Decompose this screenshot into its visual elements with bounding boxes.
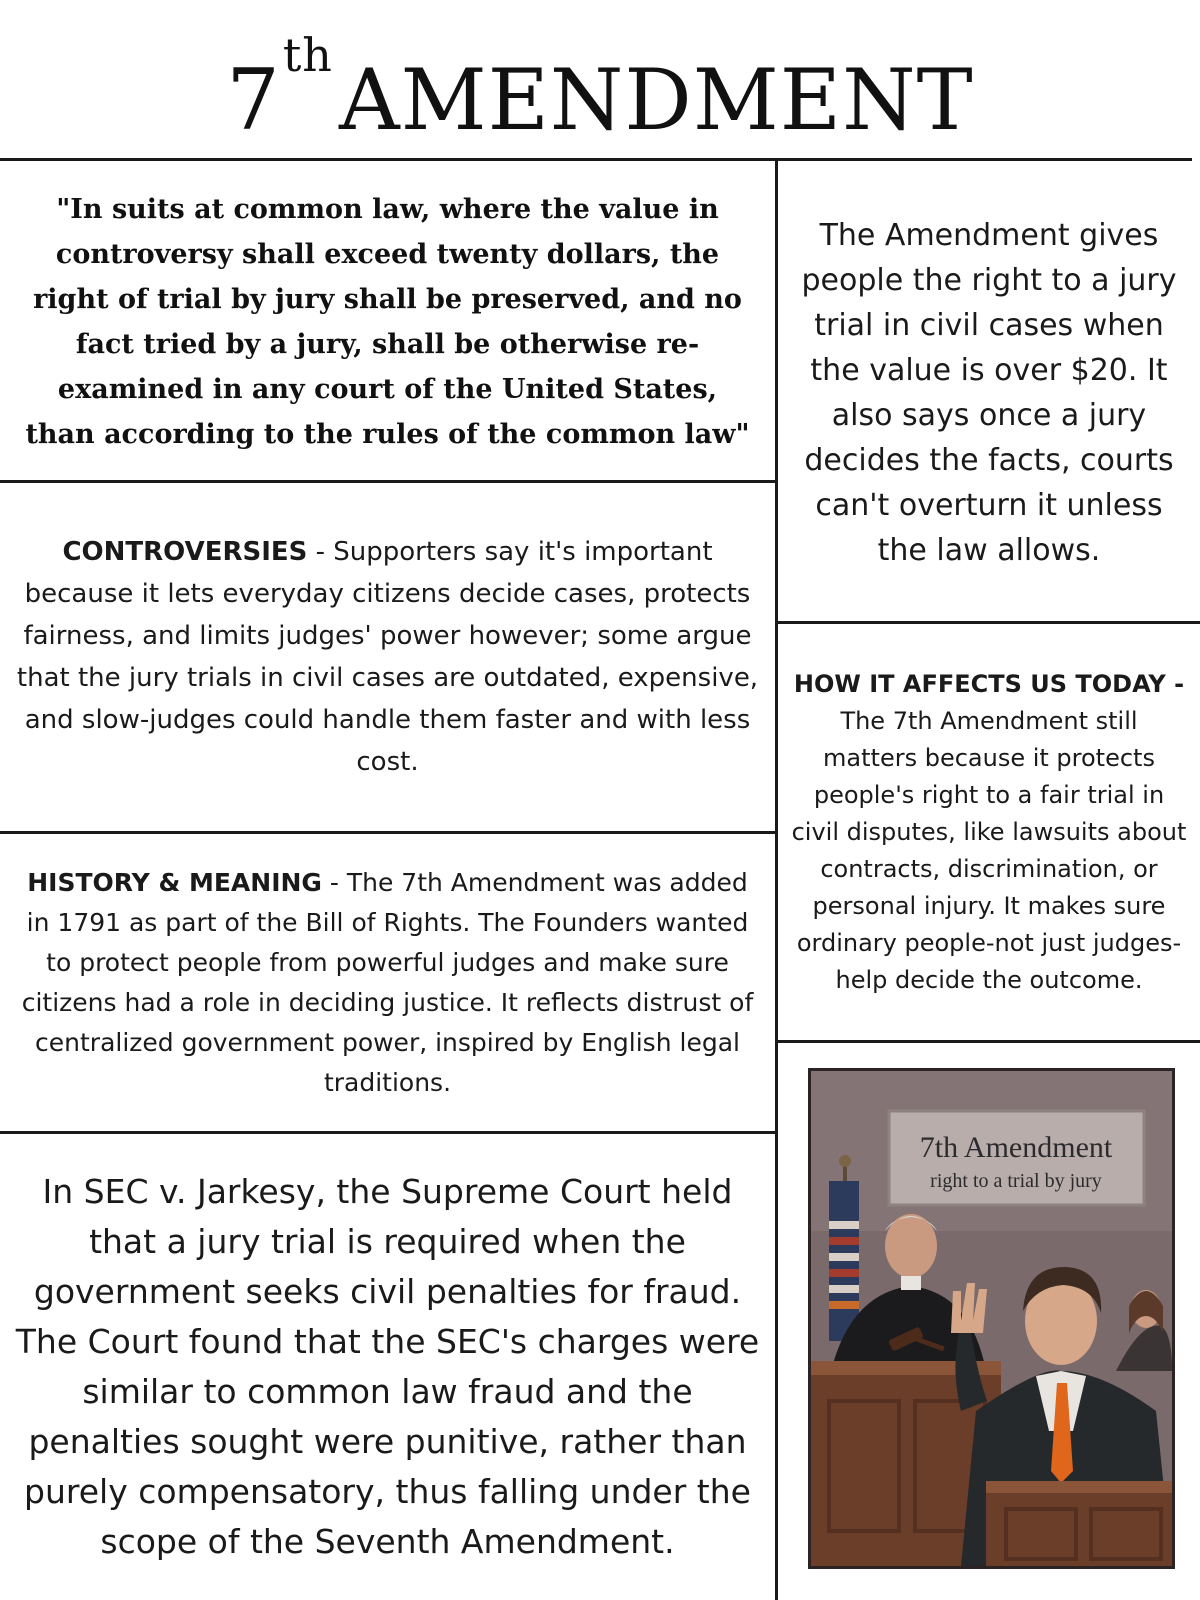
case-text: In SEC v. Jarkesy, the Supreme Court held that a jury trial is required when the government seeks civil penalties for fraud. The Court found that the SEC's charges were similar to common law fraud and the penalties sought were punitive, rather than purely compensatory, thus falling under the scope of the Seventh Amendment. <box>15 1172 760 1561</box>
amendment-quote <box>0 164 775 480</box>
controversies-section <box>0 483 775 831</box>
header-divider <box>0 158 1192 161</box>
title-ordinal: th <box>282 28 333 82</box>
controversies-heading: CONTROVERSIES <box>62 537 308 567</box>
sign-subtitle: right to a trial by jury <box>930 1170 1102 1192</box>
history-section <box>0 834 775 1131</box>
history-heading: HISTORY & MEANING <box>27 867 322 897</box>
history-text: - The 7th Amendment was added in 1791 as part of the Bill of Rights. The Founders wanted to protect people from powerful judges and make sure citizens had a role in deciding justice. It reflects distrust of centralized government power, inspired by English legal traditions. <box>21 867 754 1097</box>
sign-title: 7th Amendment <box>919 1131 1113 1164</box>
controversies-text: - Supporters say it's important because it lets everyday citizens decide cases, protects fairness, and limits judges' power however; some argue that the jury trials in civil cases are outdated, expensive, and slow-judges could handle them faster and with less cost. <box>16 537 759 777</box>
summary-text: The Amendment gives people the right to a jury trial in civil cases when the value is over $20. It also says once a jury decides the facts, courts can't overturn it unless the law allows. <box>801 217 1177 568</box>
amendment-summary <box>778 164 1200 621</box>
affects-section <box>778 624 1200 1040</box>
witness-stand <box>986 1481 1172 1566</box>
quote-text: "In suits at common law, where the value in controversy shall exceed twenty dollars, the right of trial by jury shall be preserved, and no fact tried by a jury, shall be otherwise re-examined in any court of the United States, than according to the rules of the common law" <box>25 194 750 450</box>
affects-heading: HOW IT AFFECTS US TODAY - <box>793 669 1185 698</box>
history-paragraph <box>14 863 761 1103</box>
courtroom-scene <box>811 1071 1172 1566</box>
controversies-paragraph <box>14 531 761 783</box>
affects-text: The 7th Amendment still matters because it protects people's right to a fair trial in civil disputes, like lawsuits about contracts, discrimination, or personal injury. It makes sure ordinary people-not just judges-help decide the outcome. <box>791 706 1187 994</box>
divider-affects <box>776 1040 1200 1043</box>
case-section <box>0 1134 775 1600</box>
courtroom-illustration <box>808 1068 1175 1569</box>
page-title <box>0 28 1200 160</box>
title-word: AMENDMENT <box>338 51 974 149</box>
title-number: 7 <box>226 51 281 149</box>
